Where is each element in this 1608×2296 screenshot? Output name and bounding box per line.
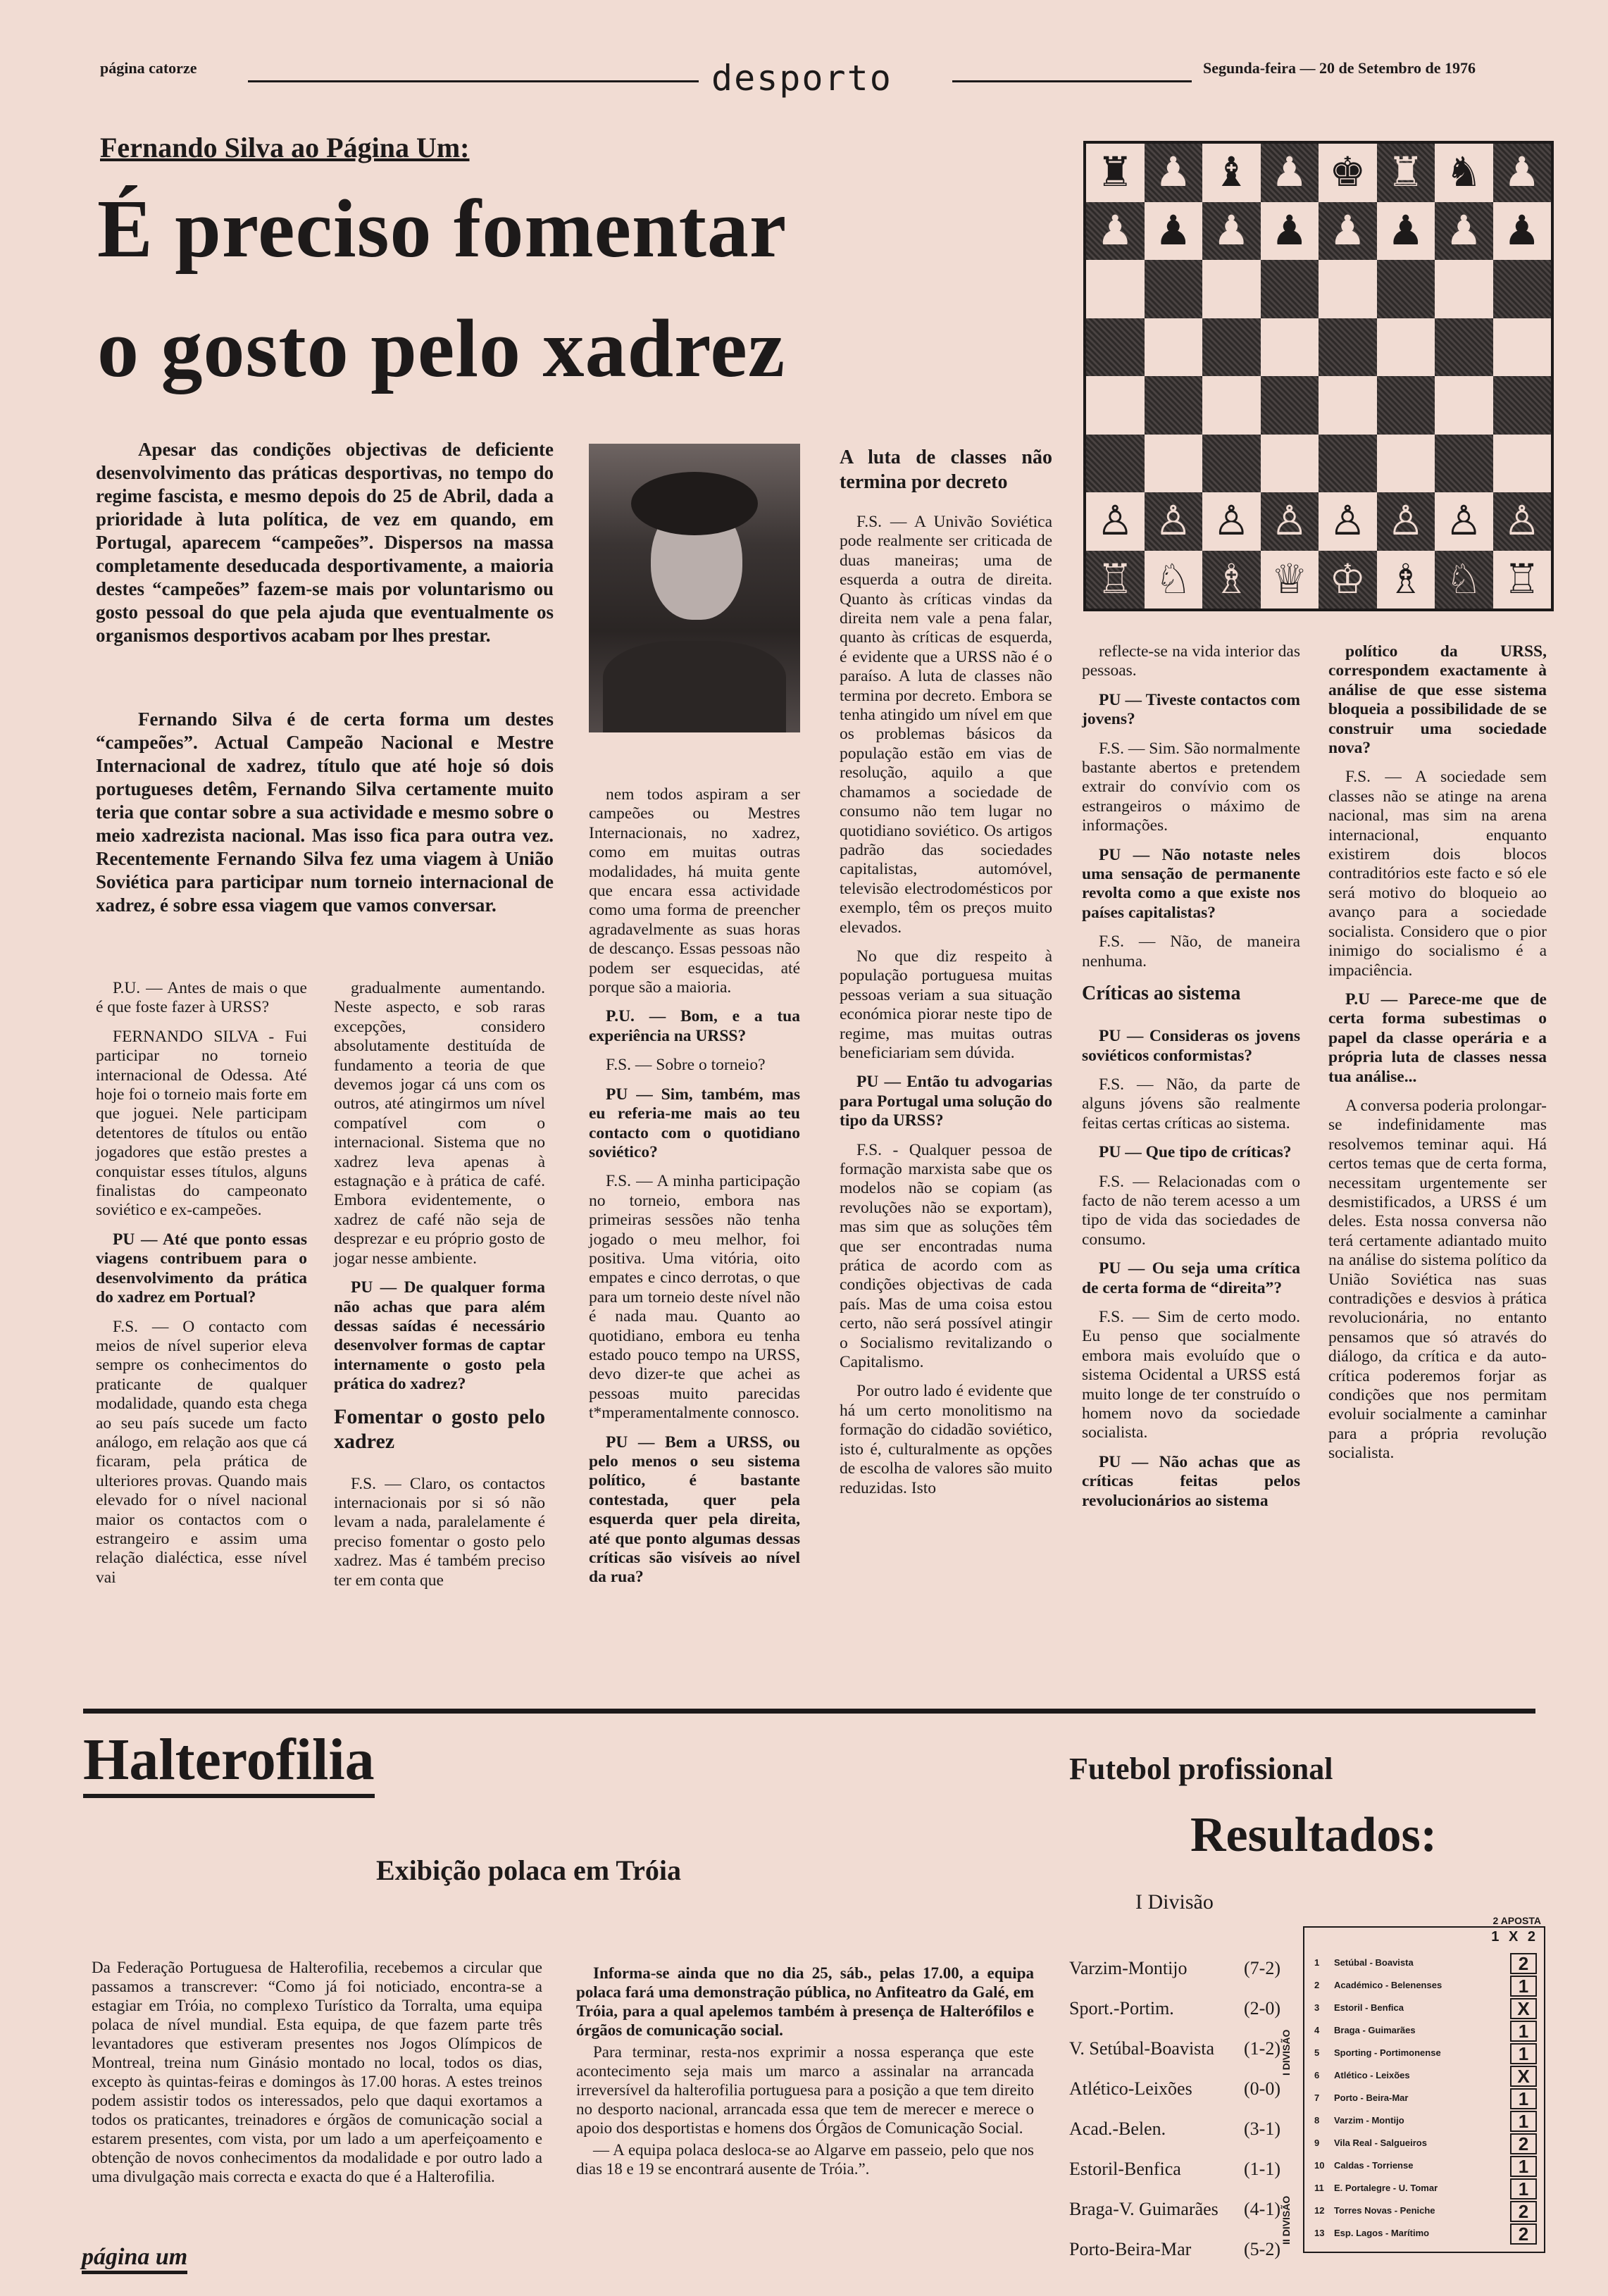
result-row bbox=[1069, 2199, 1280, 2220]
result-match: Acad.-Belen. bbox=[1069, 2119, 1166, 2139]
col6-paragraph: político da URSS, correspondem exactamente à análise de que esse sistema bloqueia a possibilidade de se construir uma sociedade nova? bbox=[1328, 642, 1547, 758]
col5b-paragraph: PU — Que tipo de críticas? bbox=[1099, 1143, 1292, 1162]
chess-square bbox=[1086, 435, 1145, 493]
chess-square bbox=[1202, 435, 1261, 493]
pool-row-game: Esp. Lagos - Marítimo bbox=[1334, 2228, 1430, 2238]
col2-after-text: F.S. — Claro, os contactos internacionais por si só não levam a nada, paralelamente é preciso fomentar o gosto pelo xadrez. Mas é também preciso ter em conta que bbox=[334, 1474, 545, 1590]
pool-row-number: 3 bbox=[1314, 2002, 1320, 2013]
halterofilia-text-1: Da Federação Portuguesa de Halterofilia, recebemos a circular que passamos a transcrever: “Como já foi noticiado, encontra-se a estagiar em Tróia, no complexo Turístico da Torralta, uma equipa polaca de nível mundial. Esta equipa, de que fazem parte três levantadores que estiveram presentes nos Jogos Olímpicos de Montreal, treina num Ginásio montado no local, todos os dias, excepto às quintas-feiras e domingos às 17.00 horas. A estes treinos podem assistir todos os interessados, pelo que daqui exortamos a todos os praticantes, treinadores e órgãos de comunicação social a estarem presentes, com vista, por um lado a um aperfeiçoamento e obtenção de novos conhecimentos da modalidade e por outro lado a uma divulgação mais correcta e exacta do que é a Halterofilia. bbox=[92, 1959, 542, 2185]
halterofilia-text-4: — A equipa polaca desloca-se ao Algarve em passeio, pelo que nos dias 18 e 19 se encontrará ausente de Tróia.”. bbox=[576, 2141, 1034, 2178]
chess-square: ♙ bbox=[1213, 498, 1250, 544]
result-score: (1-1) bbox=[1244, 2159, 1280, 2179]
chess-square: ♟ bbox=[1154, 207, 1192, 254]
pool-row bbox=[1304, 2111, 1544, 2132]
pool-row-number: 11 bbox=[1314, 2183, 1324, 2193]
pool-row-mark: 1 bbox=[1510, 2043, 1537, 2064]
futebol-title: Resultados: bbox=[1190, 1808, 1438, 1862]
chess-square bbox=[1493, 435, 1552, 493]
result-score: (0-0) bbox=[1244, 2078, 1280, 2099]
chess-square: ♟ bbox=[1145, 144, 1203, 202]
issue-date: Segunda-feira — 20 de Setembro de 1976 bbox=[1203, 59, 1476, 77]
chess-square: ♕ bbox=[1271, 556, 1308, 602]
chess-square: ♜ bbox=[1377, 144, 1435, 202]
pool-side-1: I DIVISÃO bbox=[1280, 2029, 1292, 2076]
chess-square bbox=[1086, 376, 1145, 435]
division-label: I Divisão bbox=[1135, 1890, 1214, 1914]
chess-square: ♟ bbox=[1086, 202, 1145, 261]
pool-row bbox=[1304, 2201, 1544, 2222]
chess-square: ♟ bbox=[1319, 202, 1377, 261]
chess-square: ♗ bbox=[1202, 551, 1261, 609]
pool-row-mark: X bbox=[1510, 1998, 1537, 2019]
pool-row-game: Torres Novas - Peniche bbox=[1334, 2205, 1435, 2216]
chess-square: ♙ bbox=[1445, 498, 1483, 544]
pool-row-number: 8 bbox=[1314, 2115, 1320, 2126]
chess-square: ♘ bbox=[1154, 556, 1192, 602]
pool-row bbox=[1304, 2021, 1544, 2042]
hair-shape bbox=[631, 472, 758, 535]
chess-square bbox=[1435, 376, 1493, 435]
pool-row-mark: 2 bbox=[1510, 2201, 1537, 2222]
col2-paragraph: gradualmente aumentando. Neste aspecto, e sob raras excepções, considero absolutamente destituída de fundamento a teoria de que devemos jogar cá uns com os outros, até atingirmos um nível compatível com o internacional. Sistema que no xadrez leva apenas à estagnação e à prática de café. Embora evidentemente, o xadrez de café não seja de desprezar e eu próprio gosto de jogar nesse ambiente. bbox=[334, 979, 545, 1268]
pool-row-mark: 1 bbox=[1510, 2021, 1537, 2042]
col3-items bbox=[589, 785, 800, 1587]
result-score: (7-2) bbox=[1244, 1958, 1280, 1978]
col5b-paragraph: PU — Ou seja uma crítica de certa forma de “direita”? bbox=[1082, 1259, 1300, 1297]
col3-paragraph: P.U. — Bom, e a tua experiência na URSS? bbox=[589, 1007, 800, 1045]
chess-square: ♟ bbox=[1202, 202, 1261, 261]
article-column-3 bbox=[589, 785, 800, 1597]
pool-row-game: Varzim - Montijo bbox=[1334, 2115, 1404, 2126]
pool-row-game: Sporting - Portimonense bbox=[1334, 2047, 1441, 2058]
chess-square bbox=[1261, 435, 1319, 493]
chess-square: ♟ bbox=[1503, 207, 1540, 254]
pool-row bbox=[1304, 1976, 1544, 1997]
pool-row-game: Académico - Belenenses bbox=[1334, 1980, 1442, 1990]
chess-square bbox=[1377, 435, 1435, 493]
result-score: (3-1) bbox=[1244, 2119, 1280, 2139]
pool-row-mark: 2 bbox=[1510, 2223, 1537, 2245]
chess-square bbox=[1493, 260, 1552, 318]
lead-paragraph-1: Apesar das condições objectivas de deficiente desenvolvimento das práticas desportivas, no tempo do regime fascista, e mesmo depois do 25 de Abril, dada a prioridade à luta política, de vez em quando, em Portugal, aparecem “campeões”. Dispersos na massa completamente deseducada desportivamente, a maioria destes “campeões” fazem-se mais por voluntarismo ou gosto pessoal do que pela ajuda que eventualmente os organismos desportivos acabam por lhes prestar. bbox=[96, 439, 554, 646]
pool-row-mark: 1 bbox=[1510, 2111, 1537, 2132]
chess-square bbox=[1435, 318, 1493, 377]
pool-row-mark: 1 bbox=[1510, 1976, 1537, 1997]
chess-square bbox=[1377, 376, 1435, 435]
pool-row-mark: 1 bbox=[1510, 2088, 1537, 2109]
pool-row-number: 4 bbox=[1314, 2025, 1320, 2035]
halterofilia-title: Halterofilia bbox=[83, 1726, 375, 1798]
result-match: V. Setúbal-Boavista bbox=[1069, 2038, 1215, 2059]
chess-square bbox=[1377, 260, 1435, 318]
pool-row bbox=[1304, 2043, 1544, 2064]
chess-square bbox=[1319, 376, 1377, 435]
col5b-paragraph: PU — Não achas que as críticas feitas pelos revolucionários ao sistema bbox=[1082, 1452, 1300, 1510]
pool-row-game: Porto - Beira-Mar bbox=[1334, 2092, 1409, 2103]
interviewee-photo bbox=[589, 444, 800, 732]
col3-paragraph: F.S. — Sobre o torneio? bbox=[606, 1056, 766, 1075]
halterofilia-text-3: Para terminar, resta-nos exprimir a nossa esperança que este acontecimento seja mais um marco a assinalar na arrancada irreversível da halterofilia portuguesa para a posição a que tem direito no desporto nacional, arrancada essa que tem de merecer e merece o apoio dos desportistas e homens dos Órgãos de Comunicação Social. bbox=[576, 2043, 1034, 2137]
chess-square: ♜ bbox=[1097, 149, 1134, 196]
pool-row-number: 2 bbox=[1314, 1980, 1320, 1990]
pool-row-game: Estoril - Benfica bbox=[1334, 2002, 1404, 2013]
chess-square bbox=[1435, 260, 1493, 318]
pool-row-mark: 1 bbox=[1510, 2178, 1537, 2200]
pool-row-number: 6 bbox=[1314, 2070, 1320, 2080]
article-column-4 bbox=[840, 445, 1052, 1508]
chess-square bbox=[1319, 435, 1377, 493]
chess-square bbox=[1261, 376, 1319, 435]
lead-paragraph-2: Fernando Silva é de certa forma um destes “campeões”. Actual Campeão Nacional e Mestre Internacional de xadrez, título que até hoje só dois portugueses detêm, Fernando Silva certamente muito teria que contar sobre a sua actividade e mesmo sobre o meio xadrezista nacional. Mas isso fica para outra vez. Recentemente Fernando Silva fez uma viagem à União Soviética para participar num torneio internacional de xadrez, é sobre essa viagem que vamos conversar. bbox=[96, 709, 554, 916]
pool-columns: 1 X 2 bbox=[1491, 1929, 1538, 1945]
col5-paragraph: PU — Não notaste neles uma sensação de permanente revolta como a que existe nos países capitalistas? bbox=[1082, 845, 1300, 922]
col5-paragraph: F.S. — Não, de maneira nenhuma. bbox=[1082, 932, 1300, 971]
pool-row-game: E. Portalegre - U. Tomar bbox=[1334, 2183, 1438, 2193]
chess-square bbox=[1145, 435, 1203, 493]
pool-row bbox=[1304, 2223, 1544, 2245]
col4-paragraph: No que diz respeito à população portuguesa muitas pessoas veriam a sua situação económica piorar neste tipo de regime, mas muitas outras beneficiariam sem dúvida. bbox=[840, 947, 1052, 1062]
header-rule-left bbox=[248, 80, 699, 82]
chess-square: ♙ bbox=[1261, 492, 1319, 551]
pool-row-game: Caldas - Torriense bbox=[1334, 2160, 1414, 2171]
pool-side-2: II DIVISÃO bbox=[1280, 2195, 1292, 2245]
pool-row bbox=[1304, 1998, 1544, 2019]
chess-square bbox=[1086, 318, 1145, 377]
result-match: Atlético-Leixões bbox=[1069, 2078, 1192, 2099]
col5b-paragraph: F.S. — Sim de certo modo. Eu penso que socialmente embora mais evoluído que o sistema Ocidental a URSS está muito longe de ter construído o homem novo da sociedade socialista. bbox=[1082, 1307, 1300, 1442]
col3-paragraph: F.S. — A minha participação no torneio, embora nas primeiras sessões não tenha jogado o meu melhor, foi positiva. Uma vitória, oito empates e cinco derrotas, o que para um torneio deste nível não é nada mau. Quanto ao quotidiano, embora eu tenha estado pouco tempo na URSS, devo dizer-te que achei as pessoas muito parecidas t*mperamentalmente connosco. bbox=[589, 1172, 800, 1423]
pool-row-number: 10 bbox=[1314, 2160, 1325, 2171]
pool-row-number: 13 bbox=[1314, 2228, 1325, 2238]
col1-paragraph: F.S. — O contacto com meios de nível superior eleva sempre os conhecimentos do praticante de qualquer modalidade, quando esta chega ao seu país sucede um facto análogo, em relação aos que cá ficaram, pela prática de ulteriores provas. Quando mais elevado for o nível nacional maior os contactos com o estrangeiro e assim uma relação dialéctica, esse nível vai bbox=[96, 1317, 307, 1587]
pool-row bbox=[1304, 1953, 1544, 1974]
result-row bbox=[1069, 2038, 1280, 2059]
chess-square: ♙ bbox=[1145, 492, 1203, 551]
chess-square bbox=[1145, 376, 1203, 435]
article-column-2 bbox=[334, 979, 545, 1590]
pool-row-game: Setúbal - Boavista bbox=[1334, 1957, 1414, 1968]
result-match: Porto-Beira-Mar bbox=[1069, 2239, 1192, 2259]
chess-square bbox=[1319, 318, 1377, 377]
col1-paragraph: FERNANDO SILVA - Fui participar no torneio internacional de Odessa. Até hoje foi o torneio mais forte em que joguei. Nele participam detentores de títulos ou então jogadores que estão prestes a conquistar esses títulos, alguns finalistas do campeonato soviético e ex-campeões. bbox=[96, 1027, 307, 1220]
pool-row bbox=[1304, 2133, 1544, 2154]
futebol-kicker: Futebol profissional bbox=[1069, 1752, 1333, 1786]
result-match: Varzim-Montijo bbox=[1069, 1958, 1188, 1978]
chess-square bbox=[1261, 318, 1319, 377]
article-column-5 bbox=[1082, 642, 1300, 1521]
pool-row bbox=[1304, 2178, 1544, 2200]
pool-row-number: 7 bbox=[1314, 2092, 1320, 2103]
col2-items bbox=[334, 979, 545, 1395]
pool-row-game: Vila Real - Salgueiros bbox=[1334, 2138, 1427, 2148]
result-match: Sport.-Portim. bbox=[1069, 1998, 1174, 2019]
result-score: (2-0) bbox=[1244, 1998, 1280, 2019]
chess-square: ♙ bbox=[1377, 492, 1435, 551]
halterofilia-subtitle: Exibição polaca em Tróia bbox=[376, 1854, 681, 1886]
pool-row-game: Braga - Guimarães bbox=[1334, 2025, 1416, 2035]
chess-square: ♞ bbox=[1445, 149, 1483, 196]
pool-row bbox=[1304, 2156, 1544, 2177]
subhead-luta-de-classes: A luta de classes não termina por decreto bbox=[840, 447, 1052, 493]
chess-square bbox=[1493, 376, 1552, 435]
chess-square: ♙ bbox=[1329, 498, 1366, 544]
result-score: (4-1) bbox=[1244, 2199, 1280, 2219]
col3-paragraph: PU — Bem a URSS, ou pelo menos o seu sistema político, é bastante contestada, quer pela esquerda quer pela direita, até que ponto algumas dessas críticas são visíveis ao nível da rua? bbox=[589, 1433, 800, 1587]
chess-square: ♙ bbox=[1097, 498, 1134, 544]
halterofilia-text-2: Informa-se ainda que no dia 25, sáb., pelas 17.00, a equipa polaca fará uma demonstração pública, no Anfiteatro da Galé, em Tróia, para a qual apelemos também à presença de Halterófilos e órgãos de comunicação social. bbox=[576, 1964, 1034, 2039]
chess-square: ♚ bbox=[1329, 149, 1366, 196]
pool-row-mark: 1 bbox=[1510, 2156, 1537, 2177]
col5b-paragraph: PU — Consideras os jovens soviéticos conformistas? bbox=[1082, 1027, 1300, 1065]
col4-paragraph: F.S. — A Univão Soviética pode realmente ser criticada de duas maneiras; uma de esquerda a outra de direita. Quanto às críticas vindas da direita nem vale a pena falar, quanto às críticas de esquerda, é evidente que a URSS não é o paraíso. A luta de classes não termina por decreto. Embora se tenha atingido um nível em que os problemas básicos da população estão em vias de resolução, aquilo a que chamamos a sociedade de consumo não tem lugar no quotidiano soviético. Os artigos padrão das sociedades capitalistas, automóvel, televisão electrodomésticos por exemplo, têm os preços muito elevados. bbox=[840, 513, 1052, 937]
chess-square bbox=[1319, 260, 1377, 318]
col3-paragraph: nem todos aspiram a ser campeões ou Mestres Internacionais, no xadrez, como em muitas outras modalidades, há muita gente que encara essa actividade como uma forma de preencher agradavelmente as suas horas de descanço. Essas pessoas não podem ser esquecidas, até porque são a maioria. bbox=[589, 785, 800, 997]
page-label: página catorze bbox=[100, 59, 197, 77]
col1-items bbox=[96, 979, 307, 1587]
col6-items bbox=[1328, 642, 1547, 1464]
shoulders-shape bbox=[603, 641, 786, 732]
pool-row bbox=[1304, 2066, 1544, 2087]
result-match: Estoril-Benfica bbox=[1069, 2159, 1181, 2179]
chess-square bbox=[1377, 318, 1435, 377]
col1-paragraph: PU — Até que ponto essas viagens contribuem para o desenvolvimento da prática do xadrez em Portual? bbox=[96, 1230, 307, 1307]
article-column-6 bbox=[1328, 642, 1547, 1473]
footer-logo: página um bbox=[82, 2244, 187, 2274]
pool-row-mark: 2 bbox=[1510, 2133, 1537, 2154]
chess-square bbox=[1145, 318, 1203, 377]
col5b-paragraph: F.S. — Não, da parte de alguns jóvens são realmente feitas certas críticas ao sistema. bbox=[1082, 1075, 1300, 1133]
pools-coupon bbox=[1280, 1915, 1545, 2253]
pool-row-mark: 2 bbox=[1510, 1953, 1537, 1974]
chess-square bbox=[1435, 435, 1493, 493]
col2-paragraph: PU — De qualquer forma não achas que para além dessas saídas é necessário desenvolver formas de captar internamente o gosto pela prática do xadrez? bbox=[334, 1278, 545, 1394]
chess-square bbox=[1202, 260, 1261, 318]
result-row bbox=[1069, 2239, 1280, 2260]
chess-square: ♟ bbox=[1261, 144, 1319, 202]
chess-square bbox=[1086, 260, 1145, 318]
chess-square: ♘ bbox=[1435, 551, 1493, 609]
col4-paragraph: PU — Então tu advogarias para Portugal uma solução do tipo da URSS? bbox=[840, 1073, 1052, 1130]
chess-square: ♟ bbox=[1271, 207, 1308, 254]
result-match: Braga-V. Guimarães bbox=[1069, 2199, 1219, 2219]
result-row bbox=[1069, 1958, 1280, 1979]
col5-items bbox=[1082, 642, 1300, 971]
chess-square: ♖ bbox=[1086, 551, 1145, 609]
article-column-1 bbox=[96, 979, 307, 1597]
pool-header: 2 APOSTA bbox=[1492, 1915, 1541, 1926]
section-divider bbox=[83, 1709, 1535, 1714]
pool-row-game: Atlético - Leixões bbox=[1334, 2070, 1410, 2080]
pool-row-number: 12 bbox=[1314, 2205, 1325, 2216]
halterofilia-text-2-wrap bbox=[576, 1964, 1034, 2178]
col5-after-items bbox=[1082, 1027, 1300, 1511]
subhead-criticas: Críticas ao sistema bbox=[1082, 982, 1241, 1005]
subhead-fomentar: Fomentar o gosto pelo xadrez bbox=[334, 1404, 545, 1453]
result-row bbox=[1069, 2159, 1280, 2180]
chess-square bbox=[1202, 318, 1261, 377]
section-title: desporto bbox=[711, 58, 892, 99]
chess-square: ♖ bbox=[1503, 556, 1540, 602]
pool-row-number: 9 bbox=[1314, 2138, 1320, 2148]
chess-square: ♔ bbox=[1319, 551, 1377, 609]
result-score: (1-2) bbox=[1244, 2038, 1280, 2059]
headline-line-2: o gosto pelo xadrez bbox=[97, 302, 786, 394]
col4-paragraph: F.S. - Qualquer pessoa de formação marxista sabe que os modelos não se copiam (as revoluções não se exportam), mas sim que as soluções têm que ser encontradas numa prática de acordo com as condições objectivas de cada país. Mas de uma coisa estou certo, não será possível atingir o Socialismo revitalizando o Capitalismo. bbox=[840, 1140, 1052, 1372]
result-row bbox=[1069, 1998, 1280, 2019]
result-score: (5-2) bbox=[1244, 2239, 1280, 2259]
pool-row-number: 1 bbox=[1314, 1957, 1320, 1968]
headline-line-1: É preciso fomentar bbox=[97, 182, 787, 275]
chess-board bbox=[1083, 141, 1554, 611]
col1-paragraph: P.U. — Antes de mais o que é que foste fazer à URSS? bbox=[96, 979, 307, 1017]
col5-paragraph: PU — Tiveste contactos com jovens? bbox=[1082, 690, 1300, 729]
chess-square bbox=[1261, 260, 1319, 318]
chess-square bbox=[1145, 260, 1203, 318]
chess-square: ♟ bbox=[1435, 202, 1493, 261]
result-row bbox=[1069, 2078, 1280, 2100]
col6-paragraph: A conversa poderia prolongar-se indefinidamente mas resolvemos teminar aqui. Há certos temas que de certa forma, necessitam urgentemente ser desmistificados, a URSS é um deles. Esta nossa conversa não terá certamente adiantado muito na análise do sistema político da União Soviética nas suas contradições e desvios à prática revolucionária, no entanto pensamos que só através do diálogo, da crítica e da auto-crítica poderemos forjar as condições que nos permitam evoluir socialmente a caminhar para a própria revolução socialista. bbox=[1328, 1096, 1547, 1463]
chess-square bbox=[1493, 318, 1552, 377]
col6-paragraph: F.S. — A sociedade sem classes não se atinge na arena nacional, mas sim na arena internacional, enquanto existirem dois blocos contraditórios este facto e só ele será motivo do bloqueio ao avanço para a sociedade socialista. Considero que o pior inimigo do socialismo é a impaciência. bbox=[1328, 768, 1547, 980]
result-row bbox=[1069, 2119, 1280, 2140]
col3-paragraph: PU — Sim, também, mas eu referia-me mais ao teu contacto com o quotidiano soviético? bbox=[589, 1085, 800, 1161]
col4-paragraph: Por outro lado é evidente que há um certo monolitismo na formação do cidadão soviético, isto é, culturalmente as opções de escolha de valores são muito reduzidas. Isto bbox=[840, 1382, 1052, 1497]
chess-square bbox=[1202, 376, 1261, 435]
chess-square: ♟ bbox=[1493, 144, 1552, 202]
col6-paragraph: P.U — Parece-me que de certa forma subestimas o papel da classe operária e a própria luta de classes nessa tua análise... bbox=[1328, 990, 1547, 1086]
col5-paragraph: F.S. — Sim. São normalmente bastante abertos e pretendem extrair do convívio com os estrangeiros o máximo de informações. bbox=[1082, 739, 1300, 835]
pool-row-number: 5 bbox=[1314, 2047, 1320, 2058]
header-rule-right bbox=[952, 80, 1192, 82]
article-kicker: Fernando Silva ao Página Um: bbox=[100, 132, 470, 163]
col5b-paragraph: F.S. — Relacionadas com o facto de não terem acesso a um tipo de vida das sociedades de consumo. bbox=[1082, 1172, 1300, 1249]
pool-row bbox=[1304, 2088, 1544, 2109]
chess-square: ♗ bbox=[1387, 556, 1424, 602]
chess-square: ♙ bbox=[1493, 492, 1552, 551]
chess-square: ♟ bbox=[1387, 207, 1424, 254]
pool-row-mark: X bbox=[1510, 2066, 1537, 2087]
col5-paragraph: reflecte-se na vida interior das pessoas. bbox=[1082, 642, 1300, 680]
col4-items bbox=[840, 513, 1052, 1498]
chess-square: ♝ bbox=[1213, 149, 1250, 196]
